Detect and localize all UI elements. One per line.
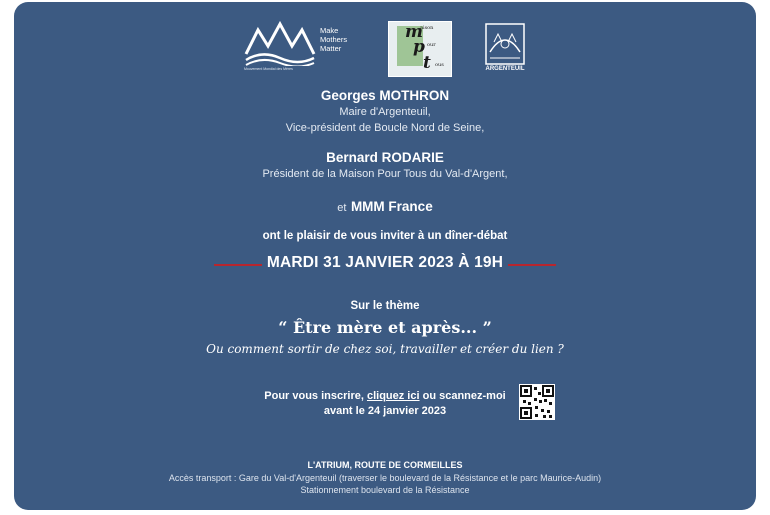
argenteuil-crest-icon [484, 22, 526, 66]
invitation-card [14, 2, 756, 510]
host3-line [14, 198, 756, 216]
host2-role: Président de la Maison Pour Tous du Val-d'Argent, [262, 168, 508, 180]
venue-name: L'ATRIUM, ROUTE DE CORMEILLES [307, 460, 463, 470]
registration-deadline: avant le 24 janvier 2023 [323, 405, 447, 417]
mmm-caption: Mouvement Mondial des Mères [244, 67, 293, 71]
mpt-letters [389, 22, 451, 76]
mpt-letter-t: t [423, 53, 431, 73]
mpt-logo [388, 21, 452, 77]
invitation-event-type: dîner-débat [444, 230, 508, 242]
qr-code-icon[interactable] [519, 384, 555, 420]
mmm-logo [244, 20, 364, 70]
mmm-word-3: Matter [320, 44, 342, 53]
argenteuil-logo [484, 22, 526, 74]
venue-transport: Accès transport : Gare du Val-d'Argenteuil (traverser le boulevard de la Résistance et le parc Maurice-Audin) [168, 473, 602, 483]
host3-name: MMM France [350, 199, 433, 214]
mmm-wordmark [320, 26, 347, 53]
mmm-word-1: Make [320, 26, 339, 35]
event-date: MARDI 31 JANVIER 2023 À 19H [266, 254, 504, 271]
host1-name: Georges MOTHRON [320, 88, 450, 103]
mpt-letter-p: p [413, 37, 425, 57]
host3-prefix: et [337, 202, 347, 214]
host2-name: Bernard RODARIE [326, 150, 444, 165]
invitation-line [14, 230, 756, 242]
host1-role-line1: Maire d'Argenteuil, [339, 106, 431, 118]
mpt-letter-m: m [405, 22, 423, 42]
registration-line1 [254, 390, 516, 402]
invitation-text: ont le plaisir de vous inviter à un [262, 230, 445, 242]
argenteuil-label: ARGENTEUIL [485, 66, 525, 72]
venue-parking: Stationnement boulevard de la Résistance [300, 485, 470, 495]
mmm-word-2: Mothers [320, 35, 348, 44]
registration-block [254, 390, 516, 417]
register-link[interactable]: cliquez ici [366, 390, 420, 402]
theme-subtitle: Ou comment sortir de chez soi, travailler et créer du lien ? [206, 342, 564, 356]
theme-label: Sur le thème [350, 300, 420, 312]
mpt-small-3: ous [435, 62, 444, 68]
registration-suffix: ou scannez-moi [419, 390, 506, 402]
mmm-waves-icon [244, 20, 316, 66]
theme-title: “ Être mère et après... ” [278, 318, 492, 337]
registration-prefix: Pour vous inscrire, [264, 390, 367, 402]
logo-bar [14, 12, 756, 73]
date-right-rule [508, 264, 556, 266]
mpt-small-2: our [427, 42, 436, 48]
mpt-small-1: aison [420, 25, 434, 31]
host1-role-line2: Vice-président de Boucle Nord de Seine, [285, 122, 485, 134]
